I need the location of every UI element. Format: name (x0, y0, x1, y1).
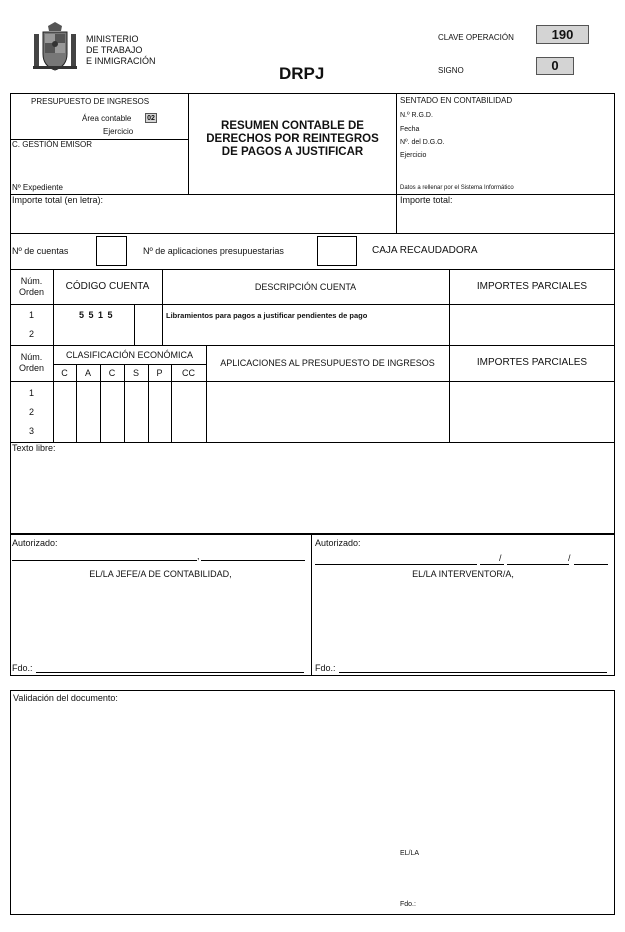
class-row-num: 1 (28, 388, 34, 398)
ministry-line: MINISTERIO (86, 34, 139, 44)
clasificacion-economica-header: CLASIFICACIÓN ECONÓMICA (65, 350, 193, 360)
date-slash: / (499, 553, 502, 563)
signo-value[interactable]: 0 (536, 57, 574, 75)
form-title-line: DE PAGOS A JUSTIFICAR (221, 146, 364, 158)
class-num-orden-header (10, 352, 53, 374)
autorizado-right-label: Autorizado: (315, 538, 361, 548)
sentado-contabilidad-label: SENTADO EN CONTABILIDAD (400, 96, 513, 105)
signo-label: SIGNO (438, 66, 464, 75)
expediente-label: Nº Expediente (12, 183, 63, 192)
area-contable-label: Área contable (82, 114, 132, 123)
col-s-header: S (132, 368, 139, 378)
num-cuentas-box[interactable] (96, 236, 127, 266)
form-title-line: DERECHOS POR REINTEGROS (206, 133, 379, 145)
clave-operacion-value[interactable]: 190 (536, 25, 589, 44)
rgd-label: N.º R.G.D. (400, 112, 433, 119)
signature-section (10, 534, 615, 676)
area-contable-value[interactable]: 02 (145, 113, 157, 123)
ejercicio-label: Ejercicio (103, 127, 134, 136)
fecha-label: Fecha (400, 126, 420, 133)
aplicaciones-presupuesto-header: APLICACIONES AL PRESUPUESTO DE INGRESOS (220, 358, 435, 368)
validacion-ella-label: EL/LA (400, 850, 420, 857)
texto-libre-area[interactable] (11, 456, 614, 533)
ejercicio-right-label: Ejercicio (400, 152, 427, 159)
col-cc-header: CC (182, 368, 195, 378)
validacion-fdo-label: Fdo.: (400, 901, 416, 908)
class-num-header-line: Orden (18, 363, 44, 373)
acc-num-header-line: Núm. (20, 276, 43, 286)
col-c-header: C (61, 368, 68, 378)
acc-row-codigo: 5 5 1 5 (79, 310, 114, 320)
acc-num-header-line: Orden (18, 287, 44, 297)
caja-recaudadora-label: CAJA RECAUDADORA (372, 245, 478, 256)
num-aplicaciones-label: Nº de aplicaciones presupuestarias (143, 246, 284, 256)
col-p-header: P (156, 368, 163, 378)
form-code: DRPJ (279, 64, 325, 83)
importe-total-label: Importe total: (400, 195, 453, 205)
fdo-left-label: Fdo.: (12, 663, 33, 673)
sistema-informatico-note: Datos a rellenar por el Sistema Informático (400, 185, 514, 191)
dgo-label: Nº. del D.G.O. (400, 139, 445, 146)
jefe-contabilidad-label: EL/LA JEFE/A DE CONTABILIDAD, (89, 569, 232, 579)
validacion-section (10, 690, 615, 915)
class-row-num: 2 (28, 407, 34, 417)
ministry-line: DE TRABAJO (86, 45, 143, 55)
validacion-label: Validación del documento: (13, 693, 118, 703)
class-importes-header: IMPORTES PARCIALES (476, 357, 588, 368)
coat-of-arms-logo (32, 20, 78, 74)
acc-num-orden-header (10, 276, 53, 298)
autorizado-left-comma: , (197, 551, 200, 561)
autorizado-left-label: Autorizado: (12, 538, 58, 548)
fdo-right-label: Fdo.: (315, 663, 336, 673)
col-a-header: A (84, 368, 91, 378)
acc-row-descripcion: Libramientos para pagos a justificar pendientes de pago (166, 311, 368, 320)
col-c2-header: C (108, 368, 116, 378)
class-row-num: 3 (28, 426, 34, 436)
acc-importes-header: IMPORTES PARCIALES (476, 281, 588, 292)
codigo-cuenta-header: CÓDIGO CUENTA (65, 281, 150, 292)
gestion-emisor-label: C. GESTIÓN EMISOR (12, 140, 93, 149)
interventor-label: EL/LA INTERVENTOR/A, (412, 569, 514, 579)
ministry-line: E INMIGRACIÓN (86, 56, 156, 66)
acc-row-num: 1 (28, 310, 34, 320)
form-title (189, 120, 396, 159)
num-aplicaciones-box[interactable] (317, 236, 357, 266)
presupuesto-ingresos-label: PRESUPUESTO DE INGRESOS (31, 97, 150, 106)
ministry-name (86, 34, 156, 67)
clave-operacion-label: CLAVE OPERACIÓN (438, 33, 514, 42)
form-title-line: RESUMEN CONTABLE DE (221, 120, 364, 132)
texto-libre-label: Texto libre: (12, 443, 56, 453)
date-slash: / (568, 553, 571, 563)
acc-row-num: 2 (28, 329, 34, 339)
num-cuentas-label: Nº de cuentas (12, 246, 69, 256)
descripcion-cuenta-header: DESCRIPCIÓN CUENTA (254, 282, 357, 292)
class-num-header-line: Núm. (20, 352, 43, 362)
importe-letra-label: Importe total (en letra): (12, 195, 104, 205)
